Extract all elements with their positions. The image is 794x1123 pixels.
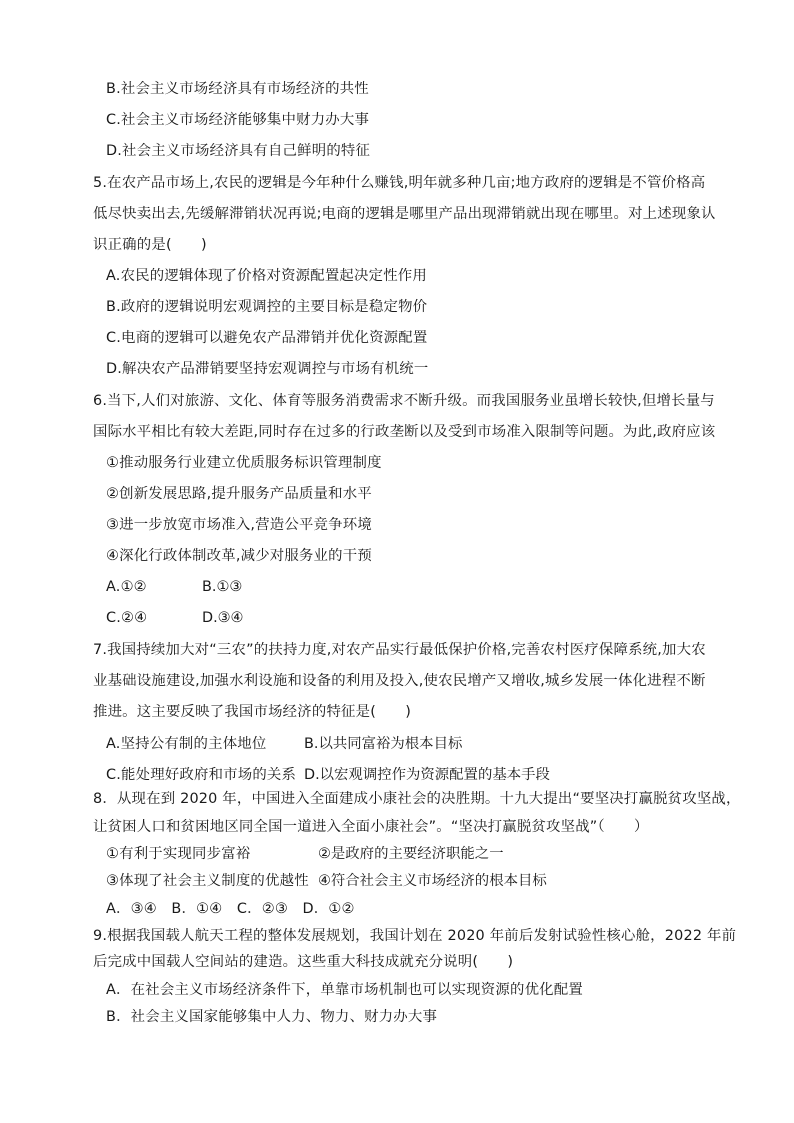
q6-statement-1: ①推动服务行业建立优质服务标识管理制度 <box>106 455 382 471</box>
q4-option-d: D.社会主义市场经济具有自己鲜明的特征 <box>106 143 371 159</box>
q5-option-a: A.农民的逻辑体现了价格对资源配置起决定性作用 <box>106 268 427 284</box>
q7-stem-line2: 业基础设施建设,加强水利设施和设备的利用及投入,使农民增产又增收,城乡发展一体化进程不断 <box>93 673 706 689</box>
q4-option-c: C.社会主义市场经济能够集中财力办大事 <box>106 112 370 128</box>
q6-stem-line2: 国际水平相比有较大差距,同时存在过多的行政垄断以及受到市场准入限制等问题。为此,政府应该 <box>93 424 716 440</box>
q7-stem-line3: 推进。这主要反映了我国市场经济的特征是( ) <box>93 704 412 720</box>
q9-option-b: B．社会主义国家能够集中人力、物力、财力办大事 <box>106 1009 438 1025</box>
q7-option-c: C.能处理好政府和市场的关系 <box>106 767 297 783</box>
q7-option-d: D.以宏观调控作为资源配置的基本手段 <box>304 767 550 783</box>
q8-options: A．③④ B．①④ C．②③ D．①② <box>106 901 355 917</box>
q7-option-b: B.以共同富裕为根本目标 <box>304 736 463 752</box>
q5-option-b: B.政府的逻辑说明宏观调控的主要目标是稳定物价 <box>106 299 428 315</box>
q5-stem-line1: 5.在农产品市场上,农民的逻辑是今年种什么赚钱,明年就多种几亩;地方政府的逻辑是不管价格高 <box>93 175 706 191</box>
q7-stem-line1: 7.我国持续加大对“三农”的扶持力度,对农产品实行最低保护价格,完善农村医疗保障系统,加大农 <box>93 642 706 658</box>
q6-statement-3: ③进一步放宽市场准入,营造公平竞争环境 <box>106 517 372 533</box>
q6-statement-4: ④深化行政体制改革,减少对服务业的干预 <box>106 548 372 564</box>
q8-statement-2: ②是政府的主要经济职能之一 <box>318 846 504 862</box>
q4-option-b: B.社会主义市场经济具有市场经济的共性 <box>106 81 369 97</box>
q6-option-b: B.①③ <box>202 579 243 595</box>
q9-option-a: A．在社会主义市场经济条件下，单靠市场机制也可以实现资源的优化配置 <box>106 982 583 998</box>
q6-option-d: D.③④ <box>202 610 244 626</box>
q6-option-c: C.②④ <box>106 610 148 626</box>
q8-stem-line1: 8．从现在到 2020 年，中国进入全面建成小康社会的决胜期。十九大提出“要坚决打赢脱贫攻坚战， <box>93 791 741 807</box>
q6-option-a: A.①② <box>106 579 147 595</box>
q5-option-d: D.解决农产品滞销要坚持宏观调控与市场有机统一 <box>106 361 429 377</box>
q8-statement-1: ①有利于实现同步富裕 <box>106 846 251 862</box>
q5-option-c: C.电商的逻辑可以避免农产品滞销并优化资源配置 <box>106 330 428 346</box>
q7-option-a: A.坚持公有制的主体地位 <box>106 736 267 752</box>
q6-statement-2: ②创新发展思路,提升服务产品质量和水平 <box>106 486 372 502</box>
q6-stem-line1: 6.当下,人们对旅游、文化、体育等服务消费需求不断升级。而我国服务业虽增长较快,但增长量与 <box>93 393 715 409</box>
q9-stem-line2: 后完成中国载人空间站的建造。这些重大科技成就充分说明( ) <box>93 954 514 970</box>
q8-statement-4: ④符合社会主义市场经济的根本目标 <box>318 873 547 889</box>
q5-stem-line2: 低尽快卖出去,先缓解滞销状况再说;电商的逻辑是哪里产品出现滞销就出现在哪里。对上述现象认 <box>93 206 716 222</box>
q9-stem-line1: 9.根据我国载人航天工程的整体发展规划，我国计划在 2020 年前后发射试验性核心舱，2022 年前 <box>93 928 737 944</box>
q5-stem-line3: 识正确的是( ) <box>93 237 207 253</box>
q8-statement-3: ③体现了社会主义制度的优越性 <box>106 873 309 889</box>
q8-stem-line2: 让贫困人口和贫困地区同全国一道进入全面小康社会”。“坚决打赢脱贫攻坚战”（ ） <box>93 819 649 835</box>
